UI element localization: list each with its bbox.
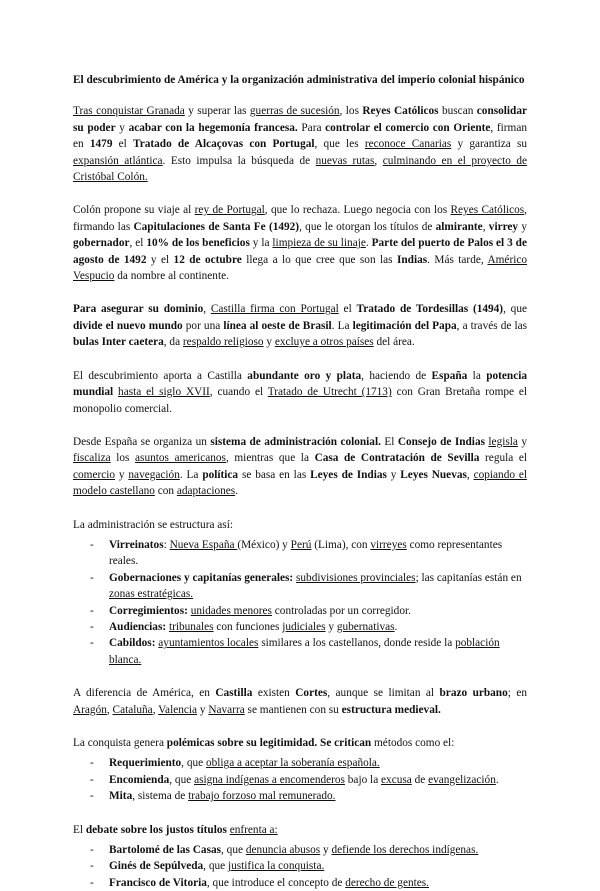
list-item: - Virreinatos: Nueva España (México) y Perú (Lima), con virreyes como representantes reales. xyxy=(73,537,527,570)
list-item: - Cabildos: ayuntamientos locales similares a los castellanos, donde reside la población blanca. xyxy=(73,635,527,668)
list-item: - Corregimientos: unidades menores controladas por un corregidor. xyxy=(73,603,527,619)
list-item: - Encomienda, que asigna indígenas a encomenderos bajo la excusa de evangelización. xyxy=(73,772,527,788)
list-item: - Requerimiento, que obliga a aceptar la soberanía española. xyxy=(73,755,527,771)
conquest-lead: La conquista genera polémicas sobre su legitimidad. Se critican métodos como el: xyxy=(73,737,455,749)
paragraph-colon: Colón propone su viaje al rey de Portugal, que lo rechaza. Luego negocia con los Reyes Católicos, firmando las Capitulaciones de Santa Fe (1492), que le otorgan los títulos de almirante, virrey y gobernador, el 10% de los beneficios y la limpieza de su linaje. Parte del puerto de Palos el 3 de agosto de 1492 y el 12 de octubre llega a lo que cree que son las Indias. Más tarde, Américo Vespucio da nombre al continente. xyxy=(73,204,528,283)
list-item: - Bartolomé de las Casas, que denuncia abusos y defiende los derechos indígenas. xyxy=(73,842,527,858)
paragraph-granada: Tras conquistar Granada y superar las guerras de sucesión, los Reyes Católicos buscan consolidar su poder y acabar con la hegemonía francesa. Para controlar el comercio con Oriente, firman en 1479 el Tratado de Alcaçovas con Portugal, que les reconoce Canarias y garantiza su expansión atlántica. Esto impulsa la búsqueda de nuevas rutas, culminando en el proyecto de Cristóbal Colón. xyxy=(73,105,528,184)
paragraph-cortes: A diferencia de América, en Castilla existen Cortes, aunque se limitan al brazo urbano; en Aragón, Cataluña, Valencia y Navarra se mantienen con su estructura medieval. xyxy=(73,687,527,716)
list-item: - Ginés de Sepúlveda, que justifica la conquista. xyxy=(73,858,527,874)
paragraph-administracion: Desde España se organiza un sistema de administración colonial. El Consejo de Indias legisla y fiscaliza los asuntos americanos, mientras que la Casa de Contratación de Sevilla regula el comercio y navegación. La política se basa en las Leyes de Indias y Leyes Nuevas, copiando el modelo castellano con adaptaciones. xyxy=(73,435,528,498)
list-item: - Gobernaciones y capitanías generales: subdivisiones provinciales; las capitanías están en zonas estratégicas. xyxy=(73,570,527,603)
debate-list xyxy=(73,842,527,891)
document-title: El descubrimiento de América y la organización administrativa del imperio colonial hispánico xyxy=(73,74,525,86)
paragraph-oro-plata: El descubrimiento aporta a Castilla abundante oro y plata, haciendo de España la potencia mundial hasta el siglo XVII, cuando el Tratado de Utrecht (1713) con Gran Bretaña rompe el monopolio comercial. xyxy=(73,369,528,415)
conquest-list xyxy=(73,755,527,804)
paragraph-tordesillas: Para asegurar su dominio, Castilla firma con Portugal el Tratado de Tordesillas (1494), que divide el nuevo mundo por una línea al oeste de Brasil. La legitimación del Papa, a través de las bulas Inter caetera, da respaldo religioso y excluye a otros países del área. xyxy=(73,303,528,349)
list-item: - Mita, sistema de trabajo forzoso mal remunerado. xyxy=(73,788,527,804)
admin-lead: La administración se estructura así: xyxy=(73,518,233,531)
list-item: - Francisco de Vitoria, que introduce el concepto de derecho de gentes. xyxy=(73,875,527,891)
admin-list xyxy=(73,537,527,668)
debate-lead: El debate sobre los justos títulos enfrenta a: xyxy=(73,823,278,836)
list-item: - Audiencias: tribunales con funciones judiciales y gubernativas. xyxy=(73,619,527,635)
